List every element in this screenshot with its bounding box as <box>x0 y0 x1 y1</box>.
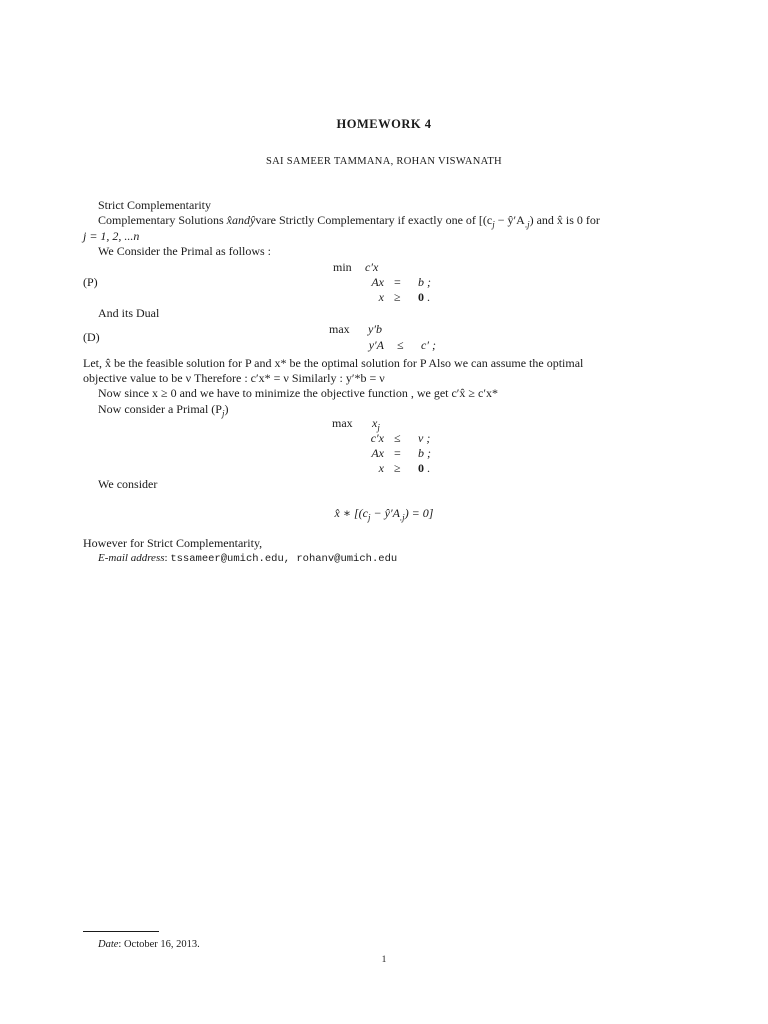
paragraph-now-since: Now since x ≥ 0 and we have to minimize the objective function , we get c′x̂ ≥ c′x* <box>98 386 498 400</box>
paper-title: HOMEWORK 4 <box>336 117 432 131</box>
pj-r2-rhs: b ; <box>418 446 431 460</box>
primal-r2-rhs: 0 <box>418 290 424 304</box>
author-names: SAI SAMEER TAMMANA, ROHAN VISWANATH <box>266 156 502 167</box>
pj-r3-tail: . <box>424 461 430 475</box>
primal-r1-lhs: Ax <box>371 275 384 289</box>
dual-r1-rhs: c′ ; <box>421 338 436 352</box>
section-heading: Strict Complementarity <box>98 198 211 212</box>
footnote-date: Date: October 16, 2013. <box>98 939 200 950</box>
primal-r2-tail: . <box>424 290 430 304</box>
footnote-rule <box>83 931 159 932</box>
paragraph-let: Let, x̂ be the feasible solution for P and x* be the optimal solution for P Also we can assume the optimal <box>83 356 584 370</box>
primal-r1-rhs: b ; <box>418 275 431 289</box>
primal-r1-rel: = <box>394 275 401 289</box>
dual-label: (D) <box>83 330 100 344</box>
however-line: However for Strict Complementarity, <box>83 536 263 550</box>
display-equation: x̂ ∗ [($c_j$ − $ŷ'A_{.j}) = 0$] <box>334 506 434 523</box>
email-addresses[interactable]: tssameer@umich.edu, rohanv@umich.edu <box>170 553 398 565</box>
dual-objective: y′b <box>368 322 382 336</box>
pj-r1-rel: ≤ <box>394 431 401 445</box>
dual-r1-rel: ≤ <box>397 338 404 352</box>
pj-r1-lhs: c′x <box>370 431 384 445</box>
email-line: E-mail address: tssameer@umich.edu, rohanv@umich.edu <box>98 552 398 565</box>
dual-op: max <box>329 322 350 336</box>
pj-r3-rel: ≥ <box>394 461 401 475</box>
pj-r3-rhs: 0 <box>418 461 424 475</box>
primal-intro: We Consider the Primal as follows : <box>98 244 272 258</box>
dual-intro: And its Dual <box>98 306 160 320</box>
pj-r2-rel: = <box>394 446 401 460</box>
pj-op: max <box>332 416 353 430</box>
primal-label: (P) <box>83 275 98 289</box>
primal-op: min <box>333 260 352 274</box>
paragraph-definition: Complementary Solutions x̂andŷvare Strictly Complementary if exactly one of [($c_j$ − $ŷ'A_{.j}$) and x̂ is 0 for <box>98 213 600 230</box>
we-consider: We consider <box>98 477 158 491</box>
primal-r2-rel: ≥ <box>394 290 401 304</box>
pj-r1-rhs: ν ; <box>418 431 431 445</box>
pj-objective: x <box>372 416 378 430</box>
page-number: 1 <box>381 955 387 965</box>
paragraph-definition-cont: j = 1, 2, ...n <box>83 229 140 243</box>
primal-r2-lhs: x <box>378 290 384 304</box>
pj-r3-lhs: x <box>378 461 384 475</box>
paragraph-let-cont: objective value to be ν Therefore : c′x* = ν Similarly : y′*b = ν <box>83 371 385 385</box>
dual-r1-lhs: y′A <box>368 338 384 352</box>
primal-objective: c′x <box>365 260 379 274</box>
paragraph-consider-primal: Now consider a Primal $(P_j)$ <box>98 402 229 419</box>
pj-r2-lhs: Ax <box>371 446 384 460</box>
